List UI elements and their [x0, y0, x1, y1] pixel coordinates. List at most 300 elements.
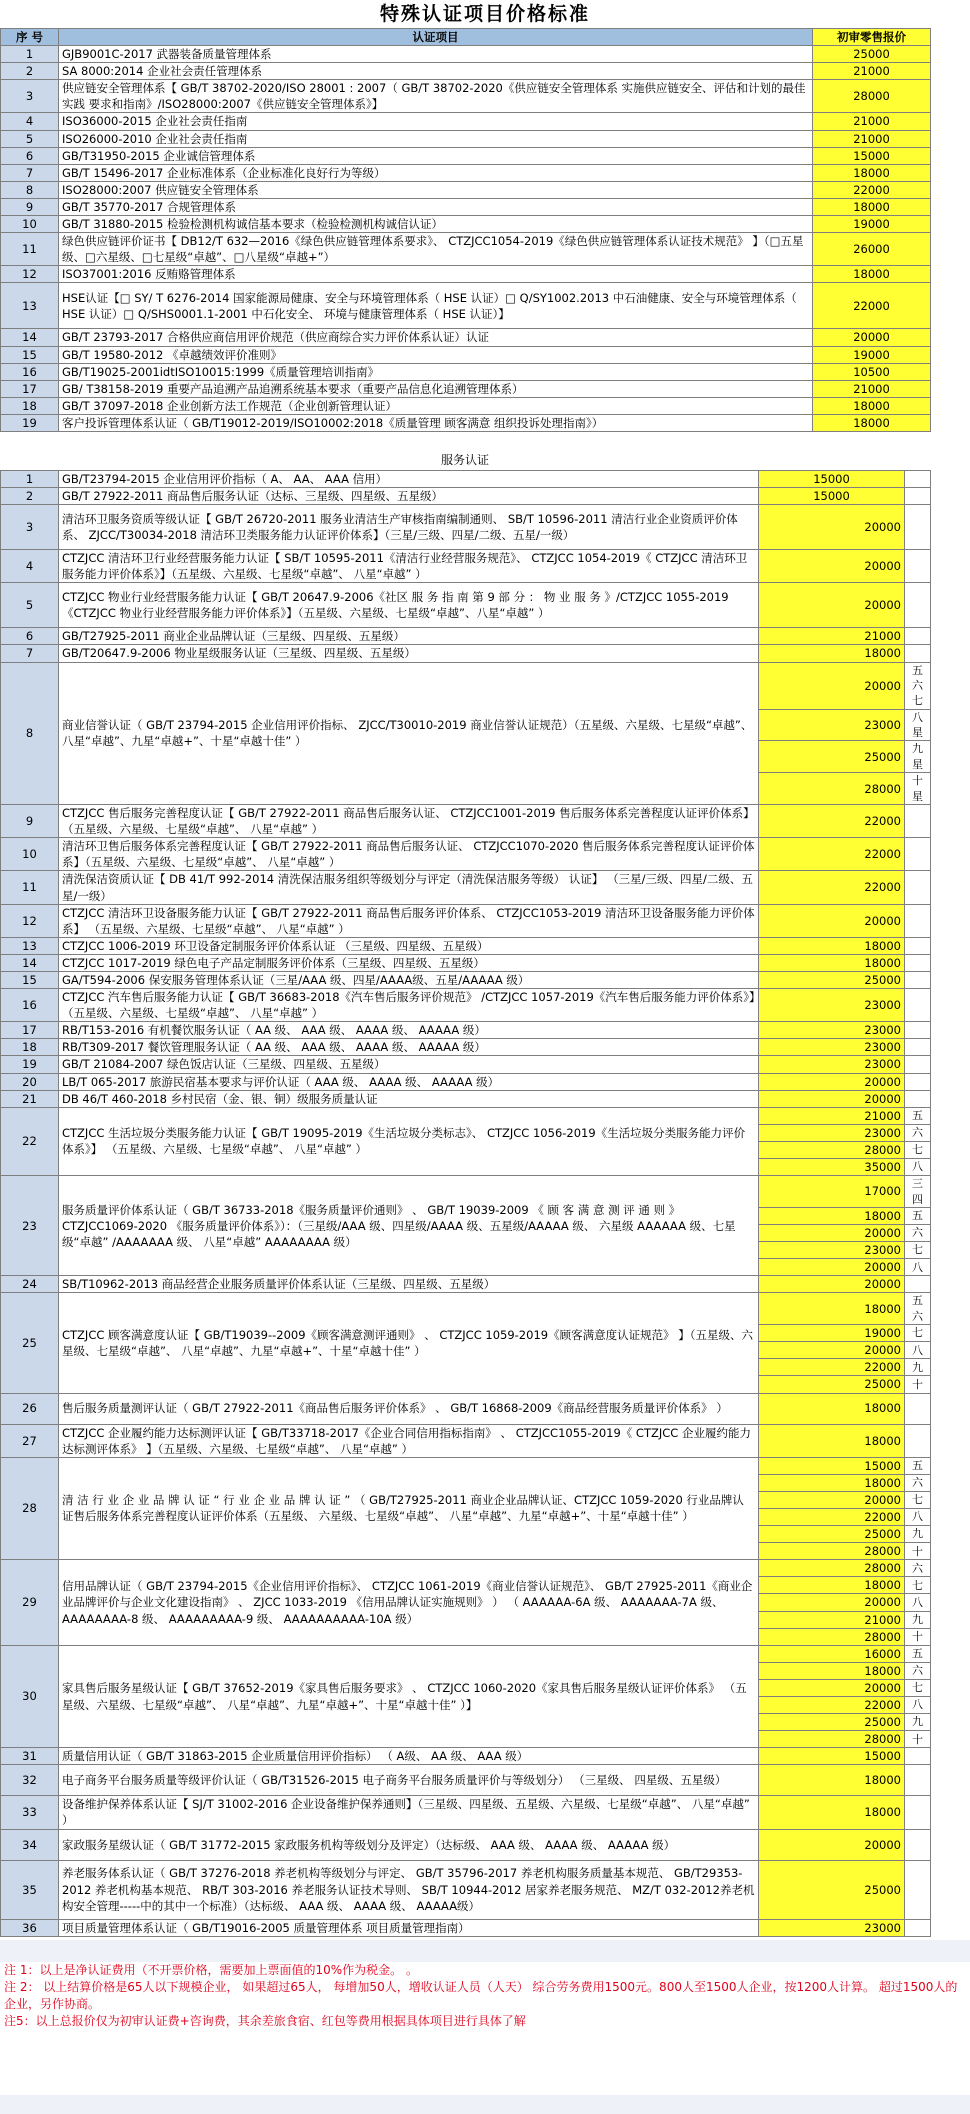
row-name: GB/T 27922-2011 商品售后服务认证（达标、三星级、四星级、五星级）: [59, 488, 759, 505]
table-row: [1, 805, 931, 838]
row-star-level: 九: [905, 1359, 931, 1376]
row-name: ISO37001:2016 反贿赂管理体系: [59, 266, 813, 283]
row-price: 21000: [813, 113, 931, 130]
table-row: [1, 380, 931, 397]
row-price: 20000: [759, 505, 905, 550]
row-price: 28000: [759, 1731, 905, 1748]
row-price: 35000: [759, 1159, 905, 1176]
row-star-level: 八: [905, 1342, 931, 1359]
row-price: 21000: [813, 380, 931, 397]
row-no: 14: [1, 954, 59, 971]
row-price: 20000: [759, 1073, 905, 1090]
row-name: 清洁环卫售后服务体系完善程度认证【 GB/T 27922-2011 商品售后服务认证、 CTZJCC1070-2020 售后服务体系完善程度认证评价体系】（五星级、六星级、七星级“卓越”、 八星“卓越” ）: [59, 838, 759, 871]
row-price: 28000: [813, 80, 931, 113]
table-row: [1, 198, 931, 215]
row-star-level: [905, 871, 931, 904]
row-star-level: 八: [905, 1259, 931, 1276]
row-name: RB/T309-2017 餐饮管理服务认证（ AA 级、 AAA 级、 AAAA 级、 AAAAA 级）: [59, 1039, 759, 1056]
row-price: 19000: [813, 346, 931, 363]
table-row: [1, 1176, 931, 1208]
row-star-level: 六: [905, 1560, 931, 1577]
row-price: 18000: [759, 1577, 905, 1594]
row-price: 28000: [759, 1543, 905, 1560]
row-name: CTZJCC 1006-2019 环卫设备定制服务评价体系认证 （三星级、四星级、五星级）: [59, 937, 759, 954]
row-name: 商业信誉认证（ GB/T 23794-2015 企业信用评价指标、 ZJCC/T30010-2019 商业信誉认证规范）（五星级、六星级、七星级“卓越”、 八星“卓越”、九星“卓越+”、十星“卓越十佳” ）: [59, 662, 759, 805]
row-no: 32: [1, 1765, 59, 1796]
row-no: 11: [1, 871, 59, 904]
row-name: 清洁环卫服务资质等级认证【 GB/T 26720-2011 服务业清洁生产审核指南编制通则、 SB/T 10596-2011 清洁行业企业资质评价体系、 ZJCC/T30034-2018 清洁环卫类服务能力认证评价体系】（三星/三级、四星/二级、五星/一级）: [59, 505, 759, 550]
row-name: HSE认证【□ SY/ T 6276-2014 国家能源局健康、安全与环境管理体系（ HSE 认证）□ Q/SY1002.2013 中石油健康、安全与环境管理体系（ HSE 认证）□ Q/SHS0001.1-2001 中石化安全、 环境与健康管理体系（ HSE 认证）】: [59, 283, 813, 329]
row-name: 客户投诉管理体系认证（ GB/T19012-2019/ISO10002:2018《质量管理 顾客满意 组织投诉处理指南》）: [59, 414, 813, 431]
table-row: [1, 1276, 931, 1293]
row-name: GB/T 31880-2015 检验检测机构诚信基本要求（检验检测机构诚信认证）: [59, 216, 813, 233]
row-price: 18000: [759, 1662, 905, 1679]
row-name: ISO28000:2007 供应链安全管理体系: [59, 181, 813, 198]
row-star-level: [905, 937, 931, 954]
row-star-level: 八: [905, 1508, 931, 1525]
row-name: CTZJCC 企业履约能力达标测评认证【 GB/T33718-2017《企业合同信用指标指南》 、 CTZJCC1055-2019《 CTZJCC 企业履约能力达标测评体系》 】（五星级、六星级、七星级“卓越”、 八星“卓越” ）: [59, 1424, 759, 1457]
table-row: [1, 164, 931, 181]
row-star-level: 十: [905, 1376, 931, 1393]
row-star-level: [905, 805, 931, 838]
row-star-level: [905, 904, 931, 937]
row-price: 23000: [759, 1242, 905, 1259]
table-row: [1, 1424, 931, 1457]
row-name: LB/T 065-2017 旅游民宿基本要求与评价认证（ AAA 级、 AAAA 级、 AAAAA 级）: [59, 1073, 759, 1090]
row-price: 23000: [759, 1039, 905, 1056]
table-row: [1, 233, 931, 266]
row-star-level: [905, 989, 931, 1022]
row-star-level: [905, 1829, 931, 1860]
row-no: 17: [1, 380, 59, 397]
row-name: SA 8000:2014 企业社会责任管理体系: [59, 63, 813, 80]
row-no: 7: [1, 645, 59, 662]
row-name: 电子商务平台服务质量等级评价认证（ GB/T31526-2015 电子商务平台服务质量评价与等级划分） （三星级、 四星级、五星级）: [59, 1765, 759, 1796]
row-star-level: 五: [905, 1645, 931, 1662]
row-price: 15000: [759, 488, 905, 505]
row-price: 18000: [813, 397, 931, 414]
row-price: 20000: [759, 662, 905, 709]
row-name: 家政服务星级认证（ GB/T 31772-2015 家政服务机构等级划分及评定）（达标级、 AAA 级、 AAAA 级、 AAAAA 级）: [59, 1829, 759, 1860]
table-row: [1, 1829, 931, 1860]
row-price: 18000: [813, 266, 931, 283]
row-star-level: 五六: [905, 1293, 931, 1325]
row-price: 28000: [759, 1628, 905, 1645]
row-star-level: [905, 583, 931, 628]
row-no: 3: [1, 80, 59, 113]
row-price: 21000: [813, 130, 931, 147]
row-name: SB/T10962-2013 商品经营企业服务质量评价体系认证（三星级、四星级、五星级）: [59, 1276, 759, 1293]
table-row: [1, 662, 931, 709]
row-no: 9: [1, 198, 59, 215]
row-no: 24: [1, 1276, 59, 1293]
row-star-level: 五: [905, 1107, 931, 1124]
row-no: 12: [1, 266, 59, 283]
table-row: [1, 46, 931, 63]
row-price: 21000: [813, 63, 931, 80]
row-name: CTZJCC 清洁环卫行业经营服务能力认证【 SB/T 10595-2011《清洁行业经营服务规范》、 CTZJCC 1054-2019《 CTZJCC 清洁环卫服务能力评价体系》】（五星级、六星级、七星级“卓越”、 八星“卓越” ）: [59, 550, 759, 583]
header-item: 认证项目: [59, 29, 813, 46]
table-row: [1, 130, 931, 147]
row-no: 36: [1, 1919, 59, 1936]
row-price: 21000: [759, 1107, 905, 1124]
note-1: 注 1：以上是净认证费用（不开票价格，需要加上票面值的10%作为税金。 。: [4, 1963, 418, 1977]
row-name: GB/T 15496-2017 企业标准体系（企业标准化良好行为等级）: [59, 164, 813, 181]
management-system-table: [0, 28, 931, 432]
row-price: 25000: [759, 971, 905, 988]
row-star-level: 十: [905, 1731, 931, 1748]
row-no: 23: [1, 1176, 59, 1276]
row-no: 27: [1, 1424, 59, 1457]
row-no: 13: [1, 937, 59, 954]
row-star-level: [905, 505, 931, 550]
table-row: [1, 1056, 931, 1073]
row-star-level: 五: [905, 1207, 931, 1224]
row-star-level: 七: [905, 1141, 931, 1158]
row-price: 20000: [759, 1342, 905, 1359]
row-name: ISO36000-2015 企业社会责任指南: [59, 113, 813, 130]
table-row: [1, 1796, 931, 1829]
table-row: [1, 583, 931, 628]
bottom-band: [0, 2095, 970, 2114]
row-name: 信用品牌认证（ GB/T 23794-2015《企业信用评价指标》、 CTZJCC 1061-2019《商业信誉认证规范》、 GB/T 27925-2011《商业企业品牌评价与企业文化建设指南》 、 ZJCC 1033-2019 《信用品牌认证实施规则》 ） （ AAAAAA-6A 级、 AAAAAAA-7A 级、 AAAAAAAA-8 级、 AAAAAAAAA-9 级、 AAAAAAAAAA-10A 级）: [59, 1560, 759, 1645]
row-price: 25000: [759, 1376, 905, 1393]
table-row: [1, 181, 931, 198]
row-star-level: [905, 1748, 931, 1765]
divider-band: [0, 1940, 970, 1962]
table-row: [1, 147, 931, 164]
row-star-level: 九: [905, 1526, 931, 1543]
note-2: 注 2： 以上结算价格是65人以下规模企业， 如果超过65人， 每增加50人，增收认证人员（人天） 综合劳务费用1500元。800人至1500人企业，按1200人计算。 超过1500人的企业，另作协商。: [4, 1980, 958, 2011]
table-row: [1, 80, 931, 113]
row-star-level: 九星: [905, 741, 931, 773]
row-no: 21: [1, 1090, 59, 1107]
row-price: 10500: [813, 363, 931, 380]
row-price: 18000: [759, 1424, 905, 1457]
row-price: 23000: [759, 1056, 905, 1073]
row-name: GB/T 23793-2017 合格供应商信用评价规范（供应商综合实力评价体系认证）认证: [59, 329, 813, 346]
row-price: 20000: [759, 1224, 905, 1241]
notes-block: [0, 1962, 970, 2030]
table-row: [1, 283, 931, 329]
row-no: 31: [1, 1748, 59, 1765]
row-price: 15000: [759, 470, 905, 487]
row-no: 12: [1, 904, 59, 937]
service-cert-table: [0, 470, 931, 1937]
table-row: [1, 470, 931, 487]
table-row: [1, 266, 931, 283]
table-row: [1, 1293, 931, 1325]
row-price: 15000: [759, 1457, 905, 1474]
row-no: 2: [1, 488, 59, 505]
row-star-level: 十: [905, 1543, 931, 1560]
section-gap: [0, 432, 970, 450]
table-row: [1, 954, 931, 971]
note-5: 注5：以上总报价仅为初审认证费+咨询费，其余差旅食宿、红包等费用根据具体项目进行具体了解: [4, 2014, 526, 2028]
row-price: 18000: [759, 1207, 905, 1224]
row-star-level: 六: [905, 1662, 931, 1679]
row-no: 4: [1, 113, 59, 130]
row-name: 设备维护保养体系认证【 SJ/T 31002-2016 企业设备维护保养通则】（三星级、四星级、五星级、六星级、七星级“卓越”、 八星“卓越” ）: [59, 1796, 759, 1829]
row-no: 1: [1, 470, 59, 487]
row-name: GB/T31950-2015 企业诚信管理体系: [59, 147, 813, 164]
row-no: 9: [1, 805, 59, 838]
row-star-level: 七: [905, 1577, 931, 1594]
row-price: 23000: [759, 709, 905, 741]
table-row: [1, 1765, 931, 1796]
row-no: 16: [1, 989, 59, 1022]
header-price: 初审零售报价: [813, 29, 931, 46]
row-price: 20000: [759, 1090, 905, 1107]
row-name: CTZJCC 汽车售后服务能力认证【 GB/T 36683-2018《汽车售后服务评价规范》 /CTZJCC 1057-2019《汽车售后服务能力评价体系》】（五星级、六星级、七星级“卓越”、 八星“卓越” ）: [59, 989, 759, 1022]
row-star-level: 十星: [905, 773, 931, 805]
row-name: GB/T19025-2001idtISO10015:1999《质量管理培训指南》: [59, 363, 813, 380]
row-star-level: [905, 1765, 931, 1796]
row-name: 家具售后服务星级认证【 GB/T 37652-2019《家具售后服务要求》 、 CTZJCC 1060-2020《家具售后服务星级认证评价体系》 （五星级、六星级、七星级“卓越”、 八星“卓越”、九星“卓越+”、十星“卓越十佳” ）】: [59, 1645, 759, 1748]
row-name: GB/T 21084-2007 绿色饭店认证（三星级、四星级、五星级）: [59, 1056, 759, 1073]
row-price: 23000: [759, 989, 905, 1022]
row-price: 22000: [759, 1697, 905, 1714]
table-row: [1, 1073, 931, 1090]
row-price: 26000: [813, 233, 931, 266]
row-no: 10: [1, 216, 59, 233]
row-price: 22000: [759, 1508, 905, 1525]
row-price: 21000: [759, 628, 905, 645]
row-star-level: 八星: [905, 709, 931, 741]
row-star-level: [905, 470, 931, 487]
table-row: [1, 63, 931, 80]
table-row: [1, 1860, 931, 1919]
row-price: 15000: [813, 147, 931, 164]
row-name: GB/ T38158-2019 重要产品追溯产品追溯系统基本要求（重要产品信息化追溯管理体系）: [59, 380, 813, 397]
row-star-level: [905, 1073, 931, 1090]
row-price: 16000: [759, 1645, 905, 1662]
row-star-level: [905, 488, 931, 505]
row-star-level: 九: [905, 1714, 931, 1731]
table-row: [1, 346, 931, 363]
row-star-level: 五六七: [905, 662, 931, 709]
row-star-level: [905, 1393, 931, 1424]
row-price: 22000: [813, 283, 931, 329]
row-price: 20000: [759, 583, 905, 628]
row-star-level: 十: [905, 1628, 931, 1645]
row-no: 1: [1, 46, 59, 63]
row-star-level: 八: [905, 1159, 931, 1176]
row-star-level: 三四: [905, 1176, 931, 1208]
table-row: [1, 1645, 931, 1662]
row-price: 21000: [759, 1611, 905, 1628]
table-row: [1, 989, 931, 1022]
row-name: 售后服务质量测评认证（ GB/T 27922-2011《商品售后服务评价体系》 、 GB/T 16868-2009《商品经营服务质量评价体系》 ）: [59, 1393, 759, 1424]
row-star-level: [905, 838, 931, 871]
row-no: 14: [1, 329, 59, 346]
row-price: 20000: [759, 1594, 905, 1611]
row-star-level: [905, 1796, 931, 1829]
row-price: 20000: [759, 1829, 905, 1860]
table-row: [1, 838, 931, 871]
row-star-level: [905, 1056, 931, 1073]
row-no: 19: [1, 1056, 59, 1073]
row-price: 18000: [813, 198, 931, 215]
row-name: 养老服务体系认证（ GB/T 37276-2018 养老机构等级划分与评定、 GB/T 35796-2017 养老机构服务质量基本规范、 GB/T29353-2012 养老机构基本规范、 RB/T 303-2016 养老服务认证技术导则、 SB/T 10944-2012 居家养老服务规范、 MZ/T 032-2012养老机构安全管理-----中的其中一个标准）（达标级、 AAA 级、 AAAA 级、 AAAAA级）: [59, 1860, 759, 1919]
row-star-level: [905, 550, 931, 583]
row-no: 34: [1, 1829, 59, 1860]
row-name: 供应链安全管理体系【 GB/T 38702-2020/ISO 28001 : 2007（ GB/T 38702-2020《供应链安全管理体系 实施供应链安全、评估和计划的最佳实践 要求和指南》/ISO28000:2007《供应链安全管理体系》】: [59, 80, 813, 113]
row-price: 25000: [759, 741, 905, 773]
row-name: CTZJCC 物业行业经营服务能力认证【 GB/T 20647.9-2006《社区 服 务 指 南 第 9 部 分 ： 物 业 服 务 》/CTZJCC 1055-2019《CTZJCC 物业行业经营服务能力评价体系》】（五星级、六星级、七星级“卓越”、八星“卓越” ）: [59, 583, 759, 628]
row-price: 22000: [813, 181, 931, 198]
row-name: 清 洁 行 业 企 业 品 牌 认 证 “ 行 业 企 业 品 牌 认 证 ” （ GB/T27925-2011 商业企业品牌认证、CTZJCC 1059-2020 行业品牌认证售后服务体系完善程度认证评价体系（五星级、 六星级、七星级“卓越”、 八星“卓越”、九星“卓越+”、十星“卓越十佳” ）: [59, 1457, 759, 1560]
row-price: 25000: [759, 1860, 905, 1919]
row-price: 25000: [759, 1526, 905, 1543]
row-price: 25000: [813, 46, 931, 63]
row-no: 13: [1, 283, 59, 329]
row-price: 23000: [759, 1919, 905, 1936]
row-star-level: 七: [905, 1679, 931, 1696]
row-name: GB/T20647.9-2006 物业星级服务认证（三星级、四星级、五星级）: [59, 645, 759, 662]
row-name: CTZJCC 清洁环卫设备服务能力认证【 GB/T 27922-2011 商品售后服务评价体系、 CTZJCC1053-2019 清洁环卫设备服务能力评价体系】 （五星级、六星级、七星级“卓越”、 八星“卓越” ）: [59, 904, 759, 937]
row-name: CTZJCC 售后服务完善程度认证【 GB/T 27922-2011 商品售后服务认证、 CTZJCC1001-2019 售后服务体系完善程度认证评价体系】（五星级、六星级、七星级“卓越”、 八星“卓越” ）: [59, 805, 759, 838]
row-name: CTZJCC 生活垃圾分类服务能力认证【 GB/T 19095-2019《生活垃圾分类标志》、 CTZJCC 1056-2019《生活垃圾分类服务能力评价体系》】 （五星级、六星级、七星级“卓越”、 八星“卓越” ）: [59, 1107, 759, 1175]
row-no: 3: [1, 505, 59, 550]
table-row: [1, 488, 931, 505]
row-star-level: 六: [905, 1224, 931, 1241]
row-no: 5: [1, 583, 59, 628]
row-no: 6: [1, 147, 59, 164]
table-row: [1, 550, 931, 583]
row-price: 19000: [759, 1325, 905, 1342]
row-no: 11: [1, 233, 59, 266]
row-no: 20: [1, 1073, 59, 1090]
row-star-level: [905, 1919, 931, 1936]
table-row: [1, 1090, 931, 1107]
row-star-level: 五: [905, 1457, 931, 1474]
row-price: 17000: [759, 1176, 905, 1208]
row-price: 19000: [813, 216, 931, 233]
row-price: 20000: [759, 1491, 905, 1508]
row-name: GJB9001C-2017 武器装备质量管理体系: [59, 46, 813, 63]
row-no: 15: [1, 346, 59, 363]
row-star-level: 六: [905, 1474, 931, 1491]
table-row: [1, 1022, 931, 1039]
row-star-level: 八: [905, 1594, 931, 1611]
row-name: 绿色供应链评价证书【 DB12/T 632—2016《绿色供应链管理体系要求》、 CTZJCC1054-2019《绿色供应链管理体系认证技术规范》 】（□五星级、□六星级、□七星级“卓越”、□八星级“卓越+”）: [59, 233, 813, 266]
table-row: [1, 1919, 931, 1936]
row-no: 16: [1, 363, 59, 380]
row-no: 25: [1, 1293, 59, 1393]
table-row: [1, 1560, 931, 1577]
row-star-level: [905, 1860, 931, 1919]
table-row: [1, 1457, 931, 1474]
row-name: 项目质量管理体系认证（ GB/T19016-2005 质量管理体系 项目质量管理指南）: [59, 1919, 759, 1936]
row-price: 22000: [759, 1359, 905, 1376]
table-row: [1, 871, 931, 904]
row-star-level: 七: [905, 1242, 931, 1259]
table-row: [1, 904, 931, 937]
row-price: 18000: [759, 954, 905, 971]
table-header: [1, 29, 931, 46]
row-star-level: 七: [905, 1325, 931, 1342]
row-no: 28: [1, 1457, 59, 1560]
row-price: 20000: [759, 1679, 905, 1696]
row-price: 20000: [759, 904, 905, 937]
table-row: [1, 329, 931, 346]
table-row: [1, 1748, 931, 1765]
row-price: 18000: [759, 645, 905, 662]
row-price: 18000: [759, 937, 905, 954]
row-no: 30: [1, 1645, 59, 1748]
header-no: 序 号: [1, 29, 59, 46]
row-star-level: [905, 628, 931, 645]
row-name: RB/T153-2016 有机餐饮服务认证（ AA 级、 AAA 级、 AAAA 级、 AAAAA 级）: [59, 1022, 759, 1039]
table-row: [1, 1039, 931, 1056]
row-price: 18000: [759, 1796, 905, 1829]
row-name: GB/T23794-2015 企业信用评价指标（ A、 AA、 AAA 信用）: [59, 470, 759, 487]
row-name: DB 46/T 460-2018 乡村民宿（金、银、铜）级服务质量认证: [59, 1090, 759, 1107]
row-price: 18000: [759, 1293, 905, 1325]
row-no: 10: [1, 838, 59, 871]
row-no: 7: [1, 164, 59, 181]
row-star-level: [905, 1039, 931, 1056]
row-star-level: [905, 1090, 931, 1107]
row-name: ISO26000-2010 企业社会责任指南: [59, 130, 813, 147]
row-name: GB/T 37097-2018 企业创新方法工作规范（企业创新管理认证）: [59, 397, 813, 414]
row-price: 23000: [759, 1022, 905, 1039]
table-row: [1, 113, 931, 130]
row-price: 28000: [759, 773, 905, 805]
row-no: 22: [1, 1107, 59, 1175]
row-star-level: [905, 954, 931, 971]
row-price: 23000: [759, 1124, 905, 1141]
row-name: 质量信用认证（ GB/T 31863-2015 企业质量信用评价指标） （ A级、 AA 级、 AAA 级）: [59, 1748, 759, 1765]
table-row: [1, 645, 931, 662]
row-no: 8: [1, 181, 59, 198]
table-row: [1, 937, 931, 954]
row-no: 2: [1, 63, 59, 80]
row-no: 29: [1, 1560, 59, 1645]
table-row: [1, 971, 931, 988]
row-price: 22000: [759, 805, 905, 838]
row-no: 17: [1, 1022, 59, 1039]
row-star-level: [905, 1276, 931, 1293]
row-price: 22000: [759, 871, 905, 904]
row-price: 18000: [759, 1393, 905, 1424]
row-name: GB/T 19580-2012 《卓越绩效评价准则》: [59, 346, 813, 363]
row-star-level: [905, 1022, 931, 1039]
page-title: 特殊认证项目价格标准: [379, 3, 590, 25]
row-price: 22000: [759, 838, 905, 871]
row-name: CTZJCC 1017-2019 绿色电子产品定制服务评价体系（三星级、四星级、五星级）: [59, 954, 759, 971]
row-star-level: 九: [905, 1611, 931, 1628]
table-row: [1, 363, 931, 380]
row-star-level: [905, 1424, 931, 1457]
row-name: GA/T594-2006 保安服务管理体系认证（三星/AAA 级、四星/AAAA级、五星/AAAAA 级）: [59, 971, 759, 988]
row-name: 服务质量评价体系认证（ GB/T 36733-2018《服务质量评价通则》 、 GB/T 19039-2009 《 顾 客 满 意 测 评 通 则 》 CTZJCC1069-2020 《服务质量评价体系》）：（三星级/AAA 级、四星级/AAAA 级、五星级/AAAAA 级、 六星级 AAAAAA 级、七星级“卓越” /AAAAAAA 级、 八星“卓越” AAAAAAAA 级）: [59, 1176, 759, 1276]
table-row: [1, 1107, 931, 1124]
row-no: 5: [1, 130, 59, 147]
row-star-level: 七: [905, 1491, 931, 1508]
row-price: 28000: [759, 1560, 905, 1577]
row-no: 35: [1, 1860, 59, 1919]
row-price: 25000: [759, 1714, 905, 1731]
row-no: 8: [1, 662, 59, 805]
row-star-level: [905, 645, 931, 662]
row-star-level: 六: [905, 1124, 931, 1141]
row-price: 15000: [759, 1748, 905, 1765]
row-no: 18: [1, 397, 59, 414]
row-price: 20000: [759, 550, 905, 583]
row-name: GB/T27925-2011 商业企业品牌认证（三星级、四星级、五星级）: [59, 628, 759, 645]
